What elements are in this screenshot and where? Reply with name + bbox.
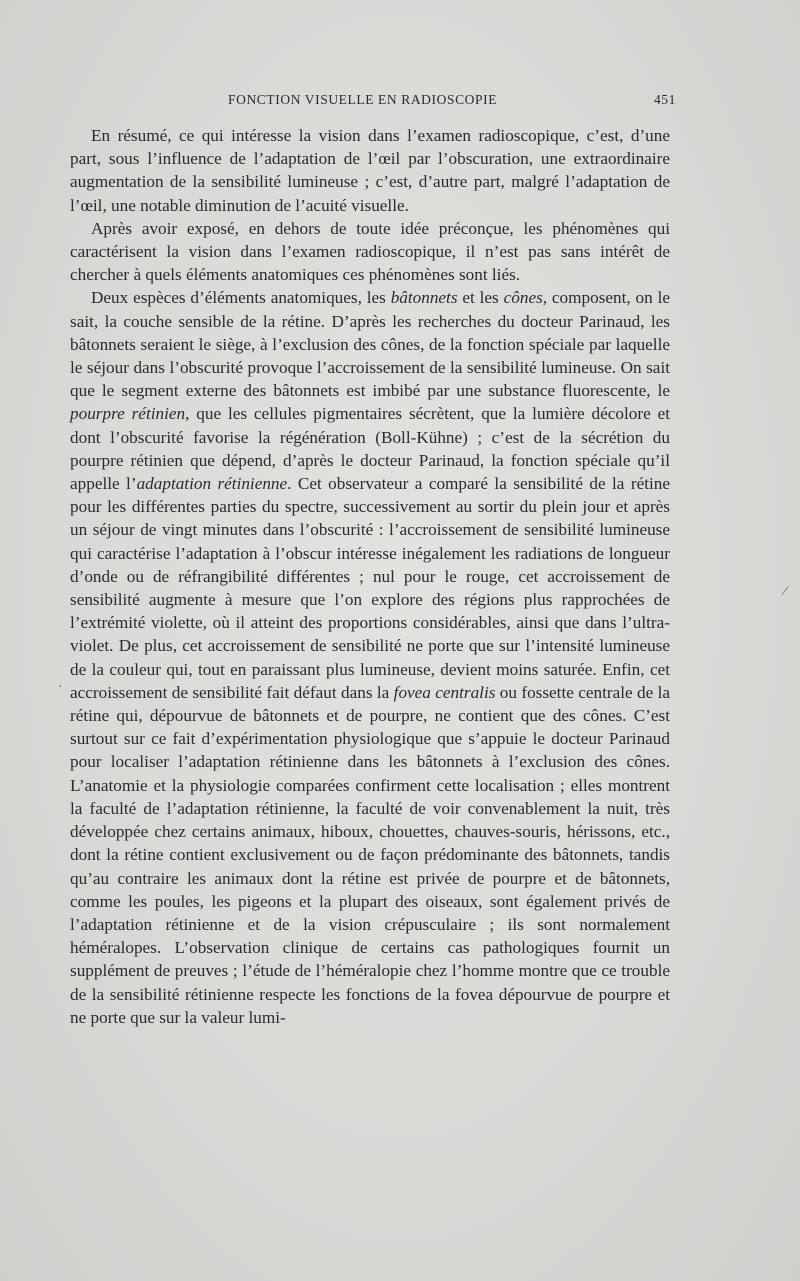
italic-term: fovea centralis [393, 682, 496, 702]
text-run: Après avoir exposé, en dehors de toute idée préconçue, les phénomènes qui caractérisent la vision dans l’examen radioscopique, il n’est pas sans intérêt de chercher à quels éléments anatomiques ces phénomènes sont liés. [70, 218, 670, 285]
text-run: Deux espèces d’éléments anatomiques, les [91, 288, 391, 308]
italic-term: bâtonnets [390, 288, 458, 308]
text-run: . Cet observateur a comparé la sensibilité de la rétine pour les différentes parties du spectre, successivement au sortir du plein jour et après un séjour de vingt minutes dans l’obscurité : l’accroissement de sensibilité lumineuse qui caractérise l’adaptation à l’obscur intéresse inégalement les radiations de longueur d’onde ou de réfrangibilité différentes ; nul pour le rouge, cet accroissement de sensibilité augmente à mesure que l’on explore des régions plus rapprochées de l’extrémité violette, où il atteint des proportions considérables, ainsi que dans l’ultra-violet. De plus, cet accroissement de sensibilité ne porte que sur l’intensité lumineuse de la couleur qui, tout en paraissant plus lumineuse, devient moins saturée. Enfin, cet accroissement de sensibilité fait défaut dans la [70, 474, 670, 702]
page-number: 451 [653, 92, 676, 107]
text-run: , que les cellules pigmentaires sécrètent, que la lumière décolore et dont l’obscurité favorise la régénération (Boll-Kühne) ; c’est de la sécrétion du pourpre rétinien que dépend, d’après le docteur Parinaud, la fonction spéciale qu’il appelle l’ [70, 404, 670, 494]
running-header [228, 92, 676, 108]
paragraph [70, 286, 670, 1029]
text-run: et les [457, 288, 504, 308]
italic-term: pourpre rétinien [70, 404, 186, 424]
paragraph [70, 217, 670, 287]
body-text [70, 124, 670, 1029]
italic-term: adaptation rétinienne [136, 474, 288, 494]
running-title: FONCTION VISUELLE EN RADIOSCOPIE [228, 92, 498, 107]
italic-term: cônes [503, 288, 543, 308]
margin-dash-mark: ⁄ [784, 584, 787, 599]
text-run: ou fossette centrale de la rétine qui, dépourvue de bâtonnets et de pourpre, ne contient que des cônes. C’est surtout sur ce fait d’expérimentation physiologique que s’appuie le docteur Parinaud pour localiser l’adaptation rétinienne dans les bâtonnets à l’exclusion des cônes. L’anatomie et la physiologie comparées confirment cette localisation ; elles montrent la faculté de l’adaptation rétinienne, la faculté de voir convenablement la nuit, très développée chez certains animaux, hiboux, chouettes, chauves-souris, hérissons, etc., dont la rétine contient exclusivement ou de façon prédominante des bâtonnets, tandis qu’au contraire les animaux dont la rétine est privée de pourpre et de bâtonnets, comme les poules, les pigeons et la plupart des oiseaux, sont également privés de l’adaptation rétinienne et de la vision crépusculaire ; ils sont normalement héméralopes. L’observation clinique de certains cas pathologiques fournit un supplément de preuves ; l’étude de l’héméralopie chez l’homme montre que ce trouble de la sensibilité rétinienne respecte les fonctions de la fovea dépourvue de pourpre et ne porte que sur la valeur lumi- [70, 682, 671, 1027]
margin-dot-mark: · [58, 680, 63, 695]
text-run: En résumé, ce qui intéresse la vision dans l’examen radioscopique, c’est, d’une part, sous l’influence de l’adaptation de l’œil par l’obscuration, une extraordinaire augmentation de la sensibilité lumineuse ; c’est, d’autre part, malgré l’adaptation de l’œil, une notable diminution de l’acuité visuelle. [70, 126, 670, 215]
text-run: , composent, on le sait, la couche sensible de la rétine. D’après les recherches du docteur Parinaud, les bâtonnets seraient le siège, à l’exclusion des cônes, de la fonction spéciale par laquelle le séjour dans l’obscurité provoque l’accroissement de la sensibilité lumineuse. On sait que le segment externe des bâtonnets est imbibé par une substance fluorescente, le [70, 288, 670, 401]
paragraph [70, 124, 670, 217]
